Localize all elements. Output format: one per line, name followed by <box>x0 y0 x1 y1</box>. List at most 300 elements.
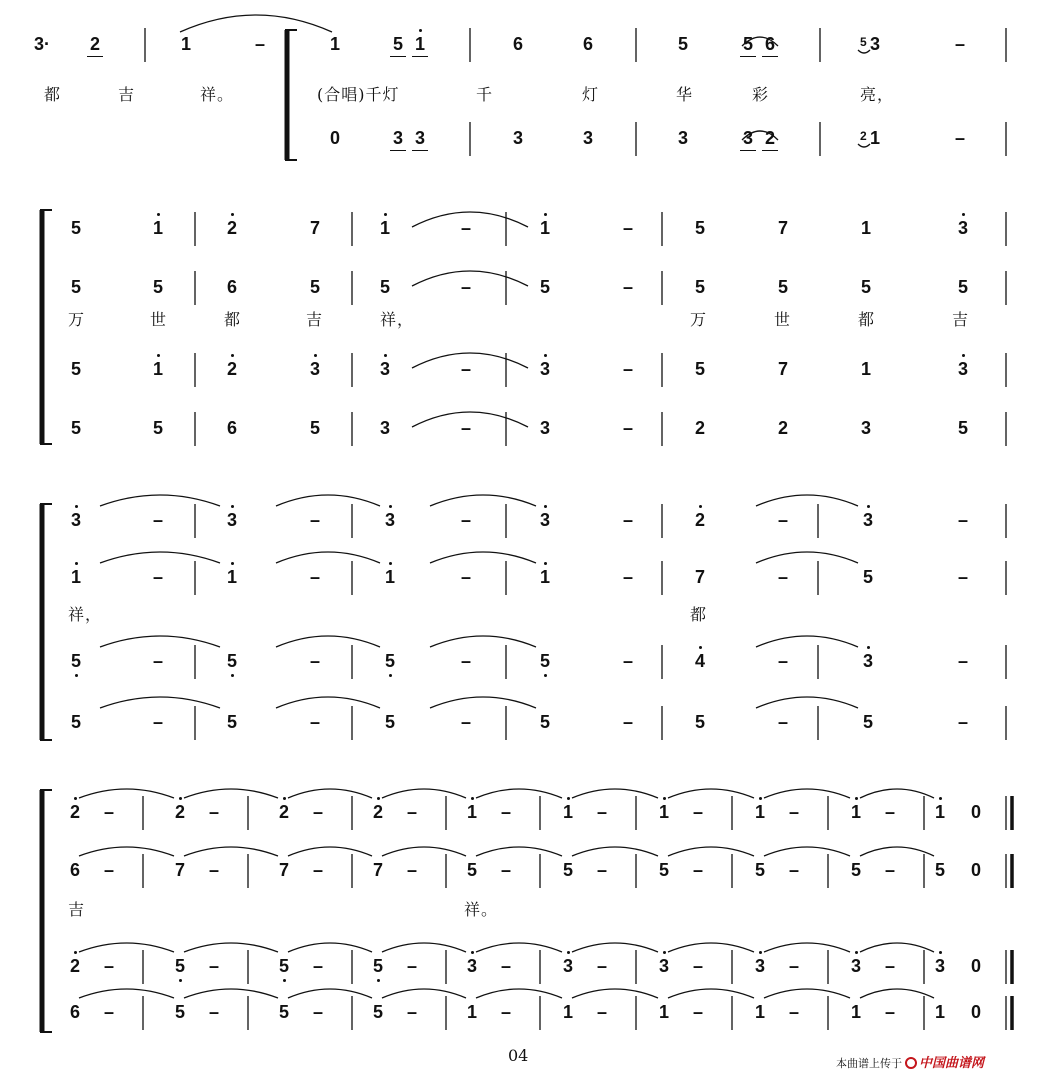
note <box>534 510 556 530</box>
octave-up-dot <box>759 951 762 954</box>
note-digit: 3 <box>414 128 425 148</box>
note <box>374 277 396 297</box>
note <box>65 218 87 238</box>
note-digit: – <box>312 860 323 880</box>
note <box>534 651 556 671</box>
tie-slur <box>276 495 380 506</box>
octave-up-dot <box>377 797 380 800</box>
extension-dash <box>687 802 709 822</box>
underline-beam <box>412 150 428 151</box>
note-digit: 3 <box>677 128 688 148</box>
grace-note: 2 <box>860 129 867 143</box>
note-digit: – <box>957 567 968 587</box>
lyric-syllable: 都 <box>44 85 62 104</box>
lyric-syllable: 万 <box>68 310 86 329</box>
extension-dash <box>401 956 423 976</box>
note-digit: 5 <box>862 712 873 732</box>
tie-slur <box>100 636 220 647</box>
extension-dash <box>617 712 639 732</box>
note <box>653 860 675 880</box>
tie-slur <box>430 495 536 506</box>
tie-slur <box>764 989 850 998</box>
underline-beam <box>390 150 406 151</box>
octave-up-dot <box>471 797 474 800</box>
note-digit: 7 <box>694 567 705 587</box>
note-digit: 1 <box>850 802 861 822</box>
octave-up-dot <box>855 951 858 954</box>
note-digit: 0 <box>970 860 981 880</box>
note <box>221 712 243 732</box>
note-digit: 5 <box>379 277 390 297</box>
note-digit: 3 <box>658 956 669 976</box>
extension-dash <box>455 510 477 530</box>
note <box>929 1002 951 1022</box>
extension-dash <box>304 651 326 671</box>
tie-slur <box>276 697 380 708</box>
note <box>749 802 771 822</box>
extension-dash <box>401 860 423 880</box>
note-digit: – <box>954 34 965 54</box>
extension-dash <box>687 1002 709 1022</box>
note-digit: 7 <box>777 359 788 379</box>
note-digit: 1 <box>934 1002 945 1022</box>
note-digit: 5 <box>539 712 550 732</box>
note-digit: – <box>152 510 163 530</box>
lyric-syllable: 万 <box>690 310 708 329</box>
lyric-syllable: 华 <box>676 85 694 104</box>
note-digit: – <box>500 1002 511 1022</box>
note-digit: 3 <box>742 128 753 148</box>
note <box>534 712 556 732</box>
note-digit: 3 <box>862 651 873 671</box>
octave-down-dot <box>377 979 380 982</box>
note-digit: – <box>312 956 323 976</box>
note <box>759 34 781 54</box>
extension-dash <box>98 860 120 880</box>
note-digit: 5 <box>934 860 945 880</box>
note <box>845 860 867 880</box>
tie-slur <box>476 943 562 952</box>
note-digit: 3 <box>539 418 550 438</box>
note <box>749 956 771 976</box>
note-digit: – <box>957 712 968 732</box>
note-digit: 6 <box>226 277 237 297</box>
note <box>65 418 87 438</box>
lyric-syllable: 吉 <box>68 900 86 919</box>
note-digit: – <box>208 860 219 880</box>
note-digit: 6 <box>512 34 523 54</box>
note <box>273 860 295 880</box>
note <box>689 712 711 732</box>
note-digit: 1 <box>562 802 573 822</box>
note-digit: – <box>460 510 471 530</box>
octave-up-dot <box>544 354 547 357</box>
extension-dash <box>455 218 477 238</box>
extension-dash <box>307 860 329 880</box>
note-digit: 6 <box>226 418 237 438</box>
extension-dash <box>772 651 794 671</box>
note-digit: 3 <box>582 128 593 148</box>
note <box>857 567 879 587</box>
note-digit: 3 <box>226 510 237 530</box>
note-digit: 1 <box>934 802 945 822</box>
note <box>534 218 556 238</box>
note-digit: – <box>884 802 895 822</box>
note-digit: 7 <box>777 218 788 238</box>
note-digit: – <box>788 956 799 976</box>
note <box>221 277 243 297</box>
note-digit: 5 <box>957 418 968 438</box>
note-digit: 1 <box>754 1002 765 1022</box>
note-digit: 5 <box>174 1002 185 1022</box>
note <box>64 1002 86 1022</box>
extension-dash <box>98 1002 120 1022</box>
note-digit: 6 <box>582 34 593 54</box>
octave-down-dot <box>75 674 78 677</box>
note-digit: 5 <box>372 956 383 976</box>
note-digit: 5 <box>226 651 237 671</box>
note-digit: 5 <box>278 956 289 976</box>
tie-slur <box>100 697 220 708</box>
note-digit: 3 <box>957 359 968 379</box>
tie-slur <box>860 847 934 856</box>
octave-up-dot <box>74 951 77 954</box>
tie-slur <box>100 495 220 506</box>
note-digit: 6 <box>764 34 775 54</box>
tie-slur <box>572 847 658 856</box>
extension-dash <box>495 1002 517 1022</box>
site-logo-text: 中国曲谱网 <box>919 1056 985 1071</box>
note-digit: – <box>622 277 633 297</box>
octave-down-dot <box>283 979 286 982</box>
extension-dash <box>617 359 639 379</box>
note-digit: 1 <box>754 802 765 822</box>
note <box>952 218 974 238</box>
note <box>534 359 556 379</box>
note <box>737 34 759 54</box>
extension-dash <box>617 418 639 438</box>
note <box>577 34 599 54</box>
tie-slur <box>572 789 658 798</box>
note-digit: 2 <box>278 802 289 822</box>
note-digit: – <box>884 956 895 976</box>
octave-up-dot <box>389 562 392 565</box>
note <box>461 802 483 822</box>
note-digit: 1 <box>226 567 237 587</box>
note-digit: 3 <box>379 418 390 438</box>
tie-slur <box>764 789 850 798</box>
note-digit: – <box>596 802 607 822</box>
extension-dash <box>952 651 974 671</box>
tie-slur <box>764 847 850 856</box>
extension-dash <box>304 567 326 587</box>
octave-up-dot <box>962 213 965 216</box>
note-digit: – <box>208 802 219 822</box>
extension-dash <box>772 510 794 530</box>
note <box>749 1002 771 1022</box>
extension-dash <box>879 802 901 822</box>
octave-up-dot <box>663 797 666 800</box>
note <box>367 860 389 880</box>
note <box>84 34 106 54</box>
note-digit: 1 <box>658 802 669 822</box>
note <box>65 277 87 297</box>
octave-up-dot <box>567 797 570 800</box>
note-digit: 3 <box>934 956 945 976</box>
note-digit: 5 <box>777 277 788 297</box>
note-digit: – <box>500 956 511 976</box>
note <box>857 712 879 732</box>
note-digit: – <box>692 802 703 822</box>
note <box>845 802 867 822</box>
note <box>965 860 987 880</box>
note <box>557 802 579 822</box>
note-digit: 1 <box>379 218 390 238</box>
note-digit: – <box>208 1002 219 1022</box>
note <box>221 567 243 587</box>
note-digit: 5 <box>658 860 669 880</box>
note-digit: – <box>460 418 471 438</box>
note-digit: 0 <box>970 802 981 822</box>
note-digit: 0 <box>329 128 340 148</box>
note-digit: – <box>777 510 788 530</box>
extension-dash <box>304 712 326 732</box>
note <box>689 359 711 379</box>
note <box>855 277 877 297</box>
note <box>147 359 169 379</box>
note <box>577 128 599 148</box>
octave-down-dot <box>389 674 392 677</box>
extension-dash <box>147 567 169 587</box>
lyric-syllable: 吉 <box>118 85 136 104</box>
note <box>379 651 401 671</box>
tie-slur <box>756 636 858 647</box>
note <box>689 510 711 530</box>
octave-up-dot <box>471 951 474 954</box>
note <box>374 418 396 438</box>
note <box>855 359 877 379</box>
note-digit: – <box>312 802 323 822</box>
octave-down-dot <box>544 674 547 677</box>
tie-slur <box>572 943 658 952</box>
octave-up-dot <box>389 505 392 508</box>
tie-slur <box>382 789 466 798</box>
note-digit: – <box>152 567 163 587</box>
note-digit: 2 <box>69 956 80 976</box>
extension-dash <box>401 802 423 822</box>
note <box>65 651 87 671</box>
tie-slur <box>430 552 536 563</box>
note-digit: 5 <box>278 1002 289 1022</box>
octave-up-dot <box>231 505 234 508</box>
tie-slur <box>860 989 934 998</box>
extension-dash <box>617 218 639 238</box>
note-digit: 3 <box>539 510 550 530</box>
tie-slur <box>79 989 174 998</box>
extension-dash <box>591 1002 613 1022</box>
octave-up-dot <box>867 505 870 508</box>
note-digit: 1 <box>539 218 550 238</box>
note <box>534 567 556 587</box>
note-digit: 2 <box>694 418 705 438</box>
octave-up-dot <box>567 951 570 954</box>
octave-up-dot <box>939 951 942 954</box>
note-digit: 3· <box>33 34 50 54</box>
note-digit: 3 <box>384 510 395 530</box>
extension-dash <box>783 860 805 880</box>
octave-up-dot <box>384 354 387 357</box>
grace-note: 5 <box>860 35 867 49</box>
note <box>65 359 87 379</box>
lyric-syllable: 祥。 <box>200 85 235 104</box>
octave-up-dot <box>75 562 78 565</box>
page-number: 04 <box>508 1046 529 1065</box>
extension-dash <box>147 712 169 732</box>
note-digit: 3 <box>309 359 320 379</box>
extension-dash <box>617 567 639 587</box>
octave-up-dot <box>314 354 317 357</box>
tie-slur <box>288 989 372 998</box>
note <box>965 802 987 822</box>
extension-dash <box>687 956 709 976</box>
note <box>147 277 169 297</box>
underline-beam <box>740 56 756 57</box>
note-digit: 3 <box>869 34 880 54</box>
note-digit: – <box>777 651 788 671</box>
note <box>221 651 243 671</box>
note-digit: 1 <box>466 802 477 822</box>
extension-dash <box>879 956 901 976</box>
note-digit: 7 <box>309 218 320 238</box>
note <box>507 34 529 54</box>
extension-dash <box>617 277 639 297</box>
tie-slur <box>184 789 278 798</box>
upload-credit <box>836 1052 984 1071</box>
note <box>367 802 389 822</box>
note <box>387 128 409 148</box>
octave-up-dot <box>157 213 160 216</box>
note-digit: 3 <box>957 218 968 238</box>
note <box>461 860 483 880</box>
octave-up-dot <box>939 797 942 800</box>
extension-dash <box>879 860 901 880</box>
note <box>749 860 771 880</box>
lyric-syllable: 世 <box>150 310 168 329</box>
note-digit: – <box>622 651 633 671</box>
note-digit: 5 <box>309 277 320 297</box>
note <box>929 956 951 976</box>
note <box>65 510 87 530</box>
extension-dash <box>455 277 477 297</box>
note-digit: – <box>254 34 265 54</box>
note-digit: 2 <box>777 418 788 438</box>
note-digit: 1 <box>539 567 550 587</box>
note-digit: 3 <box>862 510 873 530</box>
note-digit: 5 <box>694 712 705 732</box>
note <box>759 128 781 148</box>
note <box>169 860 191 880</box>
note-digit: 2 <box>372 802 383 822</box>
extension-dash <box>617 510 639 530</box>
octave-up-dot <box>231 213 234 216</box>
note <box>304 277 326 297</box>
note <box>845 1002 867 1022</box>
note-digit: 5 <box>384 651 395 671</box>
note <box>672 128 694 148</box>
note-digit: 3 <box>562 956 573 976</box>
lyric-syllable: 亮， <box>860 85 895 104</box>
extension-dash <box>952 510 974 530</box>
note <box>857 510 879 530</box>
note <box>689 567 711 587</box>
note-digit: – <box>309 510 320 530</box>
extension-dash <box>949 128 971 148</box>
note <box>65 712 87 732</box>
octave-up-dot <box>384 213 387 216</box>
note <box>857 651 879 671</box>
octave-up-dot <box>157 354 160 357</box>
underline-beam <box>87 56 103 57</box>
extension-dash <box>772 712 794 732</box>
note <box>689 418 711 438</box>
note-digit: 1 <box>658 1002 669 1022</box>
note-digit: – <box>309 712 320 732</box>
note <box>689 218 711 238</box>
note <box>929 860 951 880</box>
note-digit: – <box>460 218 471 238</box>
extension-dash <box>98 802 120 822</box>
note-digit: – <box>460 651 471 671</box>
tie-slur <box>476 789 562 798</box>
tie-slur <box>476 989 562 998</box>
note-digit: 1 <box>152 359 163 379</box>
note <box>304 418 326 438</box>
note-digit: 1 <box>329 34 340 54</box>
extension-dash <box>455 359 477 379</box>
note <box>221 510 243 530</box>
note <box>367 1002 389 1022</box>
extension-dash <box>591 956 613 976</box>
note-digit: 3 <box>466 956 477 976</box>
extension-dash <box>591 860 613 880</box>
octave-up-dot <box>231 562 234 565</box>
octave-up-dot <box>283 797 286 800</box>
note <box>304 359 326 379</box>
extension-dash <box>783 802 805 822</box>
note-digit: 1 <box>384 567 395 587</box>
note-digit: 3 <box>379 359 390 379</box>
octave-up-dot <box>855 797 858 800</box>
tie-slur <box>756 495 858 506</box>
note <box>374 218 396 238</box>
tie-slur <box>79 789 174 798</box>
tie-slur <box>430 636 536 647</box>
tie-slur <box>756 697 858 708</box>
lyric-syllable: 吉 <box>952 310 970 329</box>
note-digit: – <box>788 1002 799 1022</box>
note <box>855 418 877 438</box>
tie-slur <box>184 943 278 952</box>
note-digit: – <box>954 128 965 148</box>
note-digit: 7 <box>174 860 185 880</box>
note-digit: – <box>692 1002 703 1022</box>
note <box>169 802 191 822</box>
note <box>147 418 169 438</box>
tie-slur <box>288 789 372 798</box>
note <box>64 802 86 822</box>
underline-beam <box>740 150 756 151</box>
note <box>557 1002 579 1022</box>
